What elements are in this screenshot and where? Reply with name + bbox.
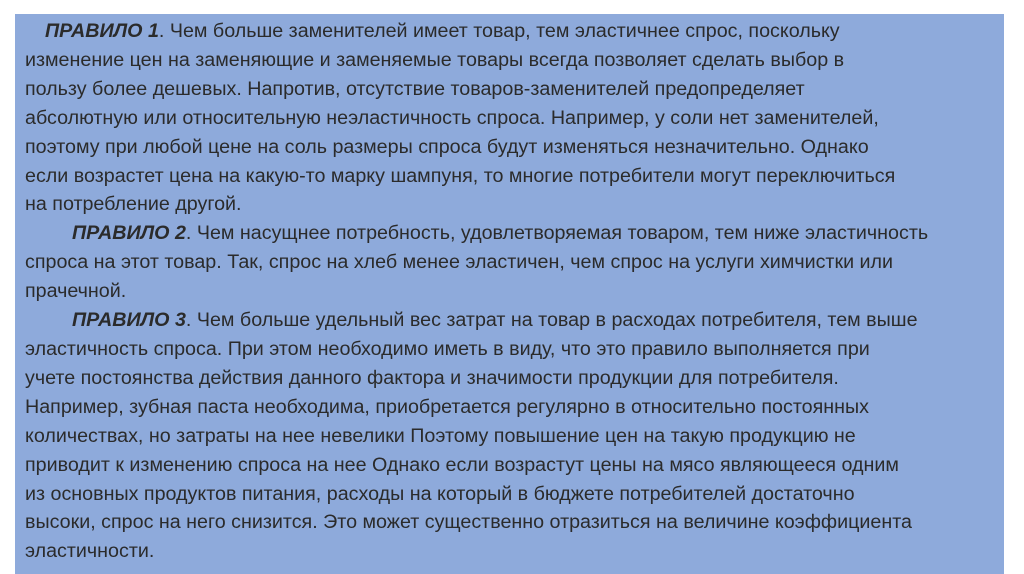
rule-3-paragraph [25,306,994,566]
rule-2-label: ПРАВИЛО 2 [72,222,186,245]
rule-3-line-2: эластичность спроса. При этом необходимо иметь в виду, что это правило выполняется при [25,337,870,360]
rule-3-line-9: эластичности. [25,540,155,563]
rule-3-line-4: Например, зубная паста необходима, приобретается регулярно в относительно постоянных [25,395,869,418]
rule-1-line-5: поэтому при любой цене на соль размеры спроса будут изменяться незначительно. Однако [25,135,869,158]
rule-1-line-3: пользу более дешевых. Напротив, отсутствие товаров-заменителей предопределяет [25,77,805,100]
rule-1-paragraph [25,17,994,219]
rule-3-line-7: из основных продуктов питания, расходы на который в бюджете потребителей достаточно [25,482,855,505]
rule-3-line-5: количествах, но затраты на нее невелики Поэтому повышение цен на такую продукцию не [25,424,856,447]
rule-3-line-6: приводит к изменению спроса на нее Однако если возрастут цены на мясо являющееся одним [25,453,899,476]
rule-1-line-1: . Чем больше заменителей имеет товар, тем эластичнее спрос, поскольку [158,20,840,42]
rule-3-line-3: учете постоянства действия данного фактора и значимости продукции для потребителя. [25,366,839,389]
text-line [25,17,994,46]
rule-3-label: ПРАВИЛО 3 [72,309,186,332]
rule-2-paragraph [25,219,994,306]
rule-1-line-6: если возрастет цена на какую-то марку шампуня, то многие потребители могут переключиться [25,164,896,187]
text-line [25,219,994,248]
rule-3-line-1: . Чем больше удельный вес затрат на товар в расходах потребителя, тем выше [185,309,918,332]
rule-2-line-3: прачечной. [25,280,127,303]
rule-3-line-8: высоки, спрос на него снизится. Это может существенно отразиться на величине коэффициента [25,511,912,534]
rule-1-line-4: абсолютную или относительную неэластичность спроса. Например, у соли нет заменителей, [25,106,879,129]
rule-1-line-2: изменение цен на заменяющие и заменяемые товары всегда позволяет сделать выбор в [25,48,845,71]
rule-2-line-2: спроса на этот товар. Так, спрос на хлеб менее эластичен, чем спрос на услуги химчистки или [25,251,894,274]
rule-1-line-7: на потребление другой. [25,193,242,216]
text-box [15,14,1004,574]
text-line [25,306,994,335]
rule-2-line-1: . Чем насущнее потребность, удовлетворяемая товаром, тем ниже эластичность [185,222,929,245]
rule-1-label: ПРАВИЛО 1 [45,20,159,42]
